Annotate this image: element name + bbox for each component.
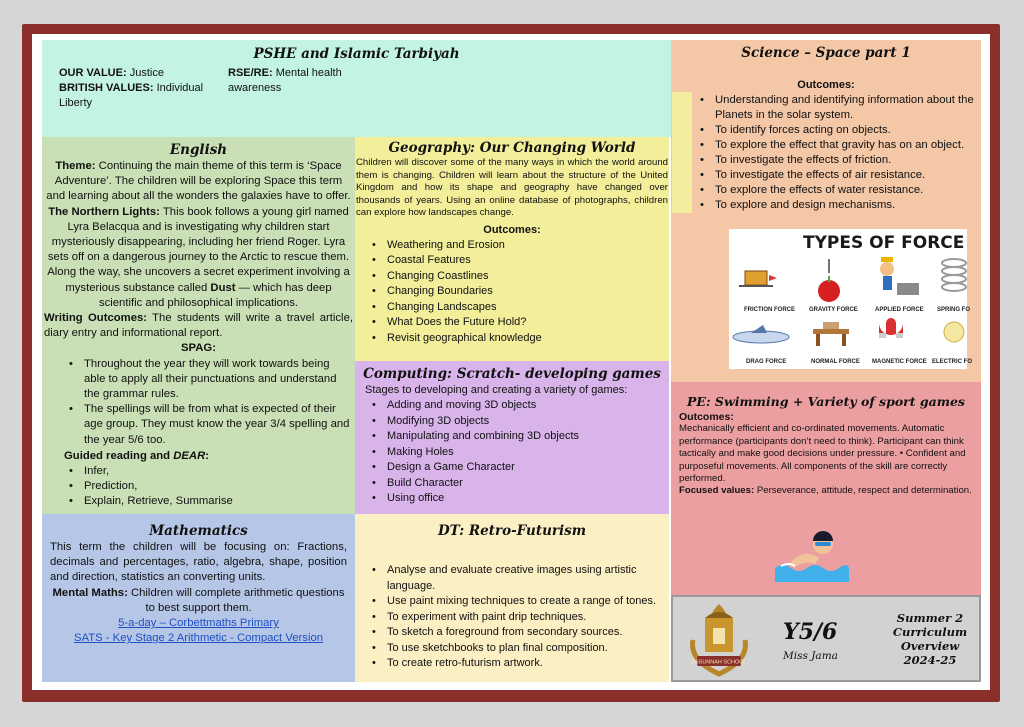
corbettmaths-link[interactable]: 5-a-day – Corbettmaths Primary [118,617,279,630]
list-item: • Modifying 3D objects [365,414,669,430]
list-item: • Understanding and identifying information about the Planets in the solar system. [693,93,975,123]
list-item: • Throughout the year they will work towards being able to apply all their punctuations and understand the grammar rules. [62,357,353,403]
book-text: This book follows a young girl named Lyra Belacqua and is investigating why children start mysteriously disappearing, including her friend Roger. Lyra sets off on a dangerous journey to the Arctic to rescue them. Along the way, she uncovers a secret experiment involving a mysterious substance called [47,205,350,294]
pe-panel [671,382,981,595]
mental-maths-label: Mental Maths: [52,586,128,599]
drag-force-icon [733,325,789,343]
swimmer-icon [771,526,851,582]
guided-colon: : [205,449,209,462]
list-item: • Manipulating and combining 3D objects [365,429,669,445]
list-item: • To sketch a foreground from secondary sources. [365,625,661,641]
normal-force-icon [813,322,849,346]
list-item: • Prediction, [62,479,355,494]
gravity-force-icon [818,259,840,302]
force-image-title: TYPES OF FORCE [803,233,965,253]
sats-arithmetic-link[interactable]: SATS - Key Stage 2 Arithmetic - Compact Version [73,632,324,645]
friction-force-icon [739,271,777,286]
list-item: • Explain, Retrieve, Summarise [62,494,355,509]
guided-dear: DEAR [173,449,206,462]
list-item: • Coastal Features [365,253,669,269]
our-value: Justice [129,67,164,79]
computing-title: Computing: Scratch- developing games [363,366,661,382]
force-label: DRAG FORCE [746,359,787,365]
list-item: • To experiment with paint drip techniques. [365,610,661,626]
force-label: MAGNETIC FORCE [872,359,927,365]
theme-label: Theme: [55,160,96,172]
science-outcomes-label: Outcomes: [797,79,855,91]
footer-panel [671,595,981,682]
maths-title: Mathematics [149,523,248,539]
force-label: FRICTION FORCE [744,307,795,313]
maths-intro: This term the children will be focusing on: Fractions, decimals and percentages, ratio, algebra, shape, position and direction, statistics an converting units. [50,541,347,584]
force-label: SPRING FO [937,307,971,313]
book-label: The Northern Lights: [48,205,160,218]
list-item: • To explore and design mechanisms. [693,198,975,213]
force-label: GRAVITY FORCE [809,307,858,313]
electric-force-icon [944,322,964,342]
computing-intro: Stages to developing and creating a variety of games: [365,384,628,396]
list-item: • Making Holes [365,445,669,461]
list-item: • To investigate the effects of friction. [693,153,975,168]
list-item: • To identify forces acting on objects. [693,123,975,138]
list-item: • Design a Game Character [365,460,669,476]
guided-label: Guided reading and [64,449,171,462]
force-label: ELECTRIC FO [932,359,972,365]
list-item: • Infer, [62,464,355,479]
our-value-label: OUR VALUE: [59,67,127,79]
magnetic-force-icon [879,318,903,338]
geography-title: Geography: Our Changing World [388,140,636,156]
pe-focused-values: Perseverance, attitude, respect and determination. [756,485,972,497]
spag-label: SPAG: [181,342,216,355]
computing-panel [355,361,669,514]
decorative-tab [672,92,692,213]
overview-label: Overview [900,639,960,653]
year-group: Y5/6 [783,619,838,645]
british-values-label: BRITISH VALUES: [59,82,154,94]
spring-force-icon [942,259,966,291]
list-item: • To explore the effect that gravity has on an object. [693,138,975,153]
british-values: Individual Liberty [59,82,204,109]
writing-label: Writing Outcomes: [44,312,148,325]
dt-title: DT: Retro-Futurism [437,523,587,539]
list-item: • Changing Boundaries [365,284,669,300]
list-item: • Use paint mixing techniques to create a range of tones. [365,594,661,610]
rse-label: RSE/RE: [228,67,273,79]
rse-value: Mental health awareness [228,67,342,94]
academic-year: 2024-25 [903,653,957,667]
list-item: • Weathering and Erosion [365,238,669,254]
book-dust: Dust [210,281,236,294]
list-item: • Revisit geographical knowledge [365,331,669,347]
list-item: • Build Character [365,476,669,492]
list-item: • What Does the Future Hold? [365,315,669,331]
theme-text: Continuing the main theme of this term is ‘Space Adventure’. The children will be exploring Space this term and learning about all the wonders the galaxies have to offer. [46,160,351,203]
list-item: • To use sketchbooks to plan final composition. [365,641,661,657]
list-item: • Changing Coastlines [365,269,669,285]
writing-text: The students will write a travel article, diary entry and informational report. [44,312,353,340]
applied-force-icon [880,257,919,295]
force-label: NORMAL FORCE [811,359,860,365]
mental-maths-text: Children will complete arithmetic questions to best support them. [130,586,345,614]
curriculum-label: Curriculum [892,625,968,639]
geography-intro: Children will discover some of the many ways in which the world around them is changing. Children will learn about the structure of the United Kingdom and how its shape and geography have changed over thousands of years. Using an online database of photographs, children can explore how landscapes change. [356,157,668,218]
pshe-panel [42,40,671,137]
list-item: • To explore the effects of water resistance. [693,183,975,198]
list-item: • Changing Landscapes [365,300,669,316]
geography-panel [355,137,669,361]
pe-title: PE: Swimming + Variety of sport games [687,394,965,409]
pe-outcomes-label: Outcomes: [679,411,734,423]
teacher-name: Miss Jama [783,650,838,662]
pshe-title: PSHE and Islamic Tarbiyah [253,46,460,62]
types-of-force-image [729,229,972,369]
dt-panel [355,514,669,682]
term-label: Summer 2 [896,611,964,625]
list-item: • Analyse and evaluate creative images using artistic language. [365,563,661,594]
list-item: • To create retro-futurism artwork. [365,656,661,672]
list-item: • Using office [365,491,669,507]
english-panel [42,137,355,514]
force-label: APPLIED FORCE [875,307,924,313]
maths-panel [42,514,355,682]
school-logo [683,600,755,678]
book-text-end: — which has deep scientific and philosophical implications. [98,281,332,309]
list-item: • To investigate the effects of air resistance. [693,168,975,183]
list-item: • Adding and moving 3D objects [365,398,669,414]
school-logo-text: ASSUNNAH SCHOOL [691,659,747,666]
science-title: Science – Space part 1 [741,45,911,61]
english-title: English [169,142,228,158]
pe-outcomes-text: Mechanically efficient and co-ordinated movements. Automatic performance (participants don’t need to think). Participant can think tactically and make good decisions under pressure. • Confident and purposeful movements. All components of the skill are correctly performed. [679,423,966,485]
list-item: • The spellings will be from what is expected of their age group. They must know the year 3/4 spelling and the year 5/6 too. [62,402,353,448]
pe-focused-label: Focused values: [679,485,755,497]
geography-outcomes-label: Outcomes: [483,223,541,236]
